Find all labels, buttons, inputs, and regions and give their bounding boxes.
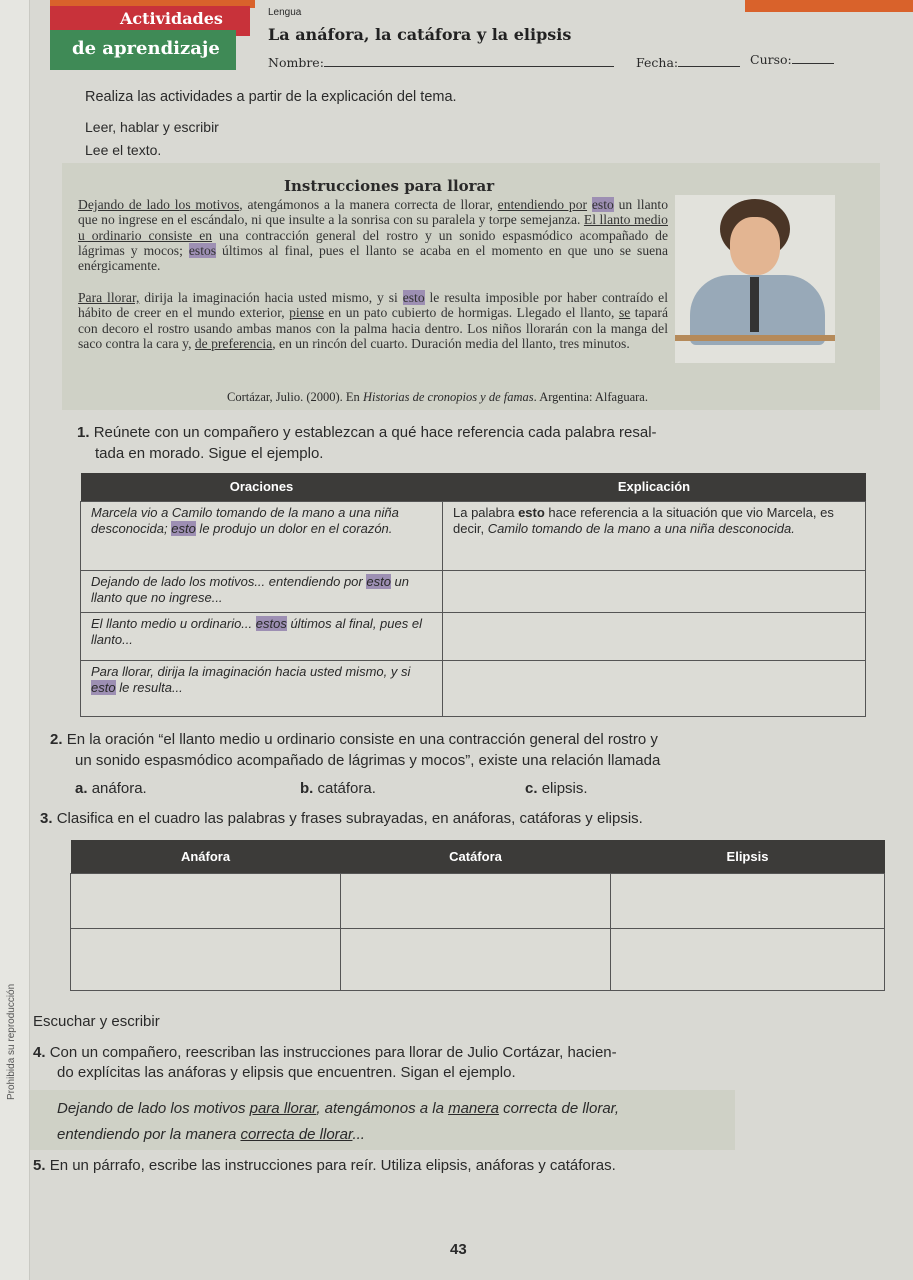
underlined-phrase: Para llorar, <box>78 290 140 305</box>
sentence-cell <box>81 570 443 612</box>
margin-notice: Prohibida su reproducción <box>6 983 17 1100</box>
intro-text: Realiza las actividades a partir de la explicación del tema. <box>85 89 457 105</box>
sentence-cell <box>81 660 443 716</box>
text-segment: le resulta... <box>115 679 183 695</box>
q2-line1 <box>50 731 658 748</box>
answer-cell[interactable] <box>71 928 341 990</box>
page-title: La anáfora, la catáfora y la elipsis <box>268 25 572 44</box>
underlined-phrase: Dejando de lado los motivos <box>78 197 240 212</box>
text-segment: Dejando de lado los motivos... entendiendo por <box>91 573 367 589</box>
text-segment: , atengámonos a la <box>316 1100 449 1117</box>
underlined-phrase: manera <box>448 1100 499 1117</box>
underlined-phrase: entendiendo por <box>497 197 588 212</box>
text-segment: Marcela vio a Camilo tomando de la mano a una niña desconocida; <box>91 504 399 536</box>
classification-table <box>70 840 885 991</box>
subject-label: Lengua <box>268 7 302 18</box>
text-segment: le resulta imposible por haber contraído el hábito de creer en el mundo exterior, <box>78 290 668 321</box>
q4-text: Con un compañero, reescriban las instrucciones para llorar de Julio Cortázar, hacien- <box>49 1044 617 1061</box>
name-field[interactable] <box>268 55 614 70</box>
q4-line2: do explícitas las anáforas y elipsis que encuentren. Sigan el ejemplo. <box>57 1064 516 1081</box>
highlighted-word: estos <box>188 242 217 258</box>
highlighted-word: estos <box>255 615 287 631</box>
q5-text: En un párrafo, escribe las instrucciones para reír. Utiliza elipsis, anáforas y catáforas. <box>49 1157 616 1174</box>
answer-cell[interactable] <box>611 928 885 990</box>
q1-number: 1. <box>77 424 90 441</box>
text-segment: El llanto medio u ordinario... <box>91 615 256 631</box>
q2-number: 2. <box>50 731 63 748</box>
option-text: catáfora. <box>317 780 376 797</box>
underlined-phrase: correcta de llorar <box>240 1126 353 1143</box>
option-text: elipsis. <box>541 780 588 797</box>
text-segment: La palabra <box>453 504 519 520</box>
example-line2 <box>57 1126 365 1143</box>
col-header-oraciones: Oraciones <box>81 473 443 501</box>
table-row <box>81 612 866 660</box>
option-letter: c. <box>525 780 538 797</box>
highlighted-word: esto <box>171 520 196 536</box>
page-number: 43 <box>450 1241 467 1258</box>
highlighted-word: esto <box>91 679 116 695</box>
explanation-answer-cell[interactable] <box>443 660 866 716</box>
q1-line2: tada en morado. Sigue el ejemplo. <box>95 445 324 462</box>
text-segment: en un pato cubierto de hormigas. Llegado el llanto, <box>323 305 619 321</box>
text-segment: hace referencia a la situación que vio Marcela, es decir, <box>453 504 834 536</box>
underlined-phrase: El llanto medio u ordinario consiste en <box>78 212 668 243</box>
course-field[interactable] <box>750 52 834 67</box>
sentence-cell <box>81 612 443 660</box>
section-heading-2: Escuchar y escribir <box>33 1013 160 1030</box>
passage-paragraph-2 <box>78 290 668 351</box>
header-orange-corner <box>745 0 913 12</box>
table-row <box>81 660 866 716</box>
reading-passage <box>62 163 880 410</box>
passage-paragraph-1 <box>78 197 668 273</box>
text-segment: entendiendo por la manera <box>57 1126 241 1143</box>
text-segment: un llanto que no ingrese en el escándalo, ni que insulte a la sonrisa con su paralela y torpe semejanza. <box>78 197 668 228</box>
q4-number: 4. <box>33 1044 46 1061</box>
text-segment: un llanto que no ingrese... <box>91 573 410 605</box>
option-c[interactable] <box>525 780 588 797</box>
q3-number: 3. <box>40 810 53 827</box>
table-row <box>81 570 866 612</box>
text-segment: últimos al final, pues el llanto se acaba en el momento en que uno se suena enérgicamente. <box>78 242 668 274</box>
highlighted-word: esto <box>591 197 614 212</box>
explanation-answer-cell[interactable] <box>443 570 866 612</box>
underlined-phrase: piense <box>289 305 324 321</box>
text-segment: ... <box>352 1126 365 1143</box>
text-segment: Para llorar, dirija la imaginación hacia usted mismo, y si <box>91 663 411 679</box>
text-segment: dirija la imaginación hacia usted mismo, y si <box>139 290 403 305</box>
explanation-cell <box>443 501 866 570</box>
answer-cell[interactable] <box>341 873 611 928</box>
q5-line <box>33 1157 616 1174</box>
q4-line1 <box>33 1044 617 1061</box>
citation-publisher: . Argentina: Alfaguara. <box>533 390 648 404</box>
text-segment: Dejando de lado los motivos <box>57 1100 250 1117</box>
text-segment: una contracción general del rostro y un sonido espasmódico acompañado de lágrimas y mocos; <box>78 227 668 258</box>
date-field[interactable] <box>636 55 740 70</box>
col-header-anafora: Anáfora <box>71 840 341 873</box>
underlined-phrase: para llorar <box>249 1100 317 1117</box>
q2-text: En la oración “el llanto medio u ordinario consiste en una contracción general del rostro y <box>66 731 658 748</box>
explanation-answer-cell[interactable] <box>443 612 866 660</box>
highlighted-word: esto <box>402 290 425 305</box>
highlighted-word: esto <box>366 573 391 589</box>
q1-text: Reúnete con un compañero y establezcan a qué hace referencia cada palabra resal- <box>93 424 657 441</box>
col-header-catafora: Catáfora <box>341 840 611 873</box>
text-segment: , atengámonos a la manera correcta de llorar, <box>239 197 498 212</box>
answer-cell[interactable] <box>341 928 611 990</box>
q3-text: Clasifica en el cuadro las palabras y frases subrayadas, en anáforas, catáforas y elipsis. <box>56 810 643 827</box>
table-row <box>81 501 866 570</box>
col-header-explicacion: Explicación <box>443 473 866 501</box>
answer-cell[interactable] <box>71 873 341 928</box>
option-letter: a. <box>75 780 88 797</box>
text-segment: esto <box>518 504 545 520</box>
name-label: Nombre: <box>268 55 324 70</box>
date-label: Fecha: <box>636 55 679 70</box>
text-segment: , en un rincón del cuarto. Duración media del llanto, tres minutos. <box>272 335 630 351</box>
underlined-phrase: se <box>618 305 631 321</box>
underlined-phrase: de preferencia <box>194 335 273 351</box>
text-segment: Camilo tomando de la mano a una niña desconocida. <box>487 520 795 536</box>
q1-line1 <box>77 424 657 441</box>
answer-cell[interactable] <box>611 873 885 928</box>
q5-number: 5. <box>33 1157 46 1174</box>
text-segment: últimos al final, pues el llanto... <box>91 615 422 647</box>
badge-line1: Actividades <box>120 9 223 28</box>
citation-book: Historias de cronopios y de famas <box>362 390 534 404</box>
citation-author: Cortázar, Julio. (2000). En <box>227 390 363 404</box>
text-segment: correcta de llorar, <box>498 1100 620 1117</box>
text-segment: tapará con decoro el rostro usando ambas manos con la palma hacia dentro. Los niños llorarán con la manga del saco contra la cara y, <box>78 305 668 351</box>
option-b[interactable] <box>300 780 376 797</box>
table-row <box>71 873 885 928</box>
text-segment: le produjo un dolor en el corazón. <box>195 520 393 536</box>
example-line1 <box>57 1100 619 1117</box>
option-a[interactable] <box>75 780 147 797</box>
examples-table <box>80 473 866 717</box>
badge-line2: de aprendizaje <box>72 38 220 59</box>
citation <box>227 390 648 405</box>
table-row <box>71 928 885 990</box>
col-header-elipsis: Elipsis <box>611 840 885 873</box>
q3-line <box>40 810 643 827</box>
sentence-cell <box>81 501 443 570</box>
course-label: Curso: <box>750 52 792 67</box>
q2-line2: un sonido espasmódico acompañado de lágrimas y mocos”, existe una relación llamada <box>75 752 661 769</box>
passage-title: Instrucciones para llorar <box>284 177 495 195</box>
option-text: anáfora. <box>91 780 147 797</box>
crying-boy-illustration <box>675 195 835 363</box>
read-instruction: Lee el texto. <box>85 142 162 158</box>
option-letter: b. <box>300 780 314 797</box>
section-heading-1: Leer, hablar y escribir <box>85 119 219 135</box>
